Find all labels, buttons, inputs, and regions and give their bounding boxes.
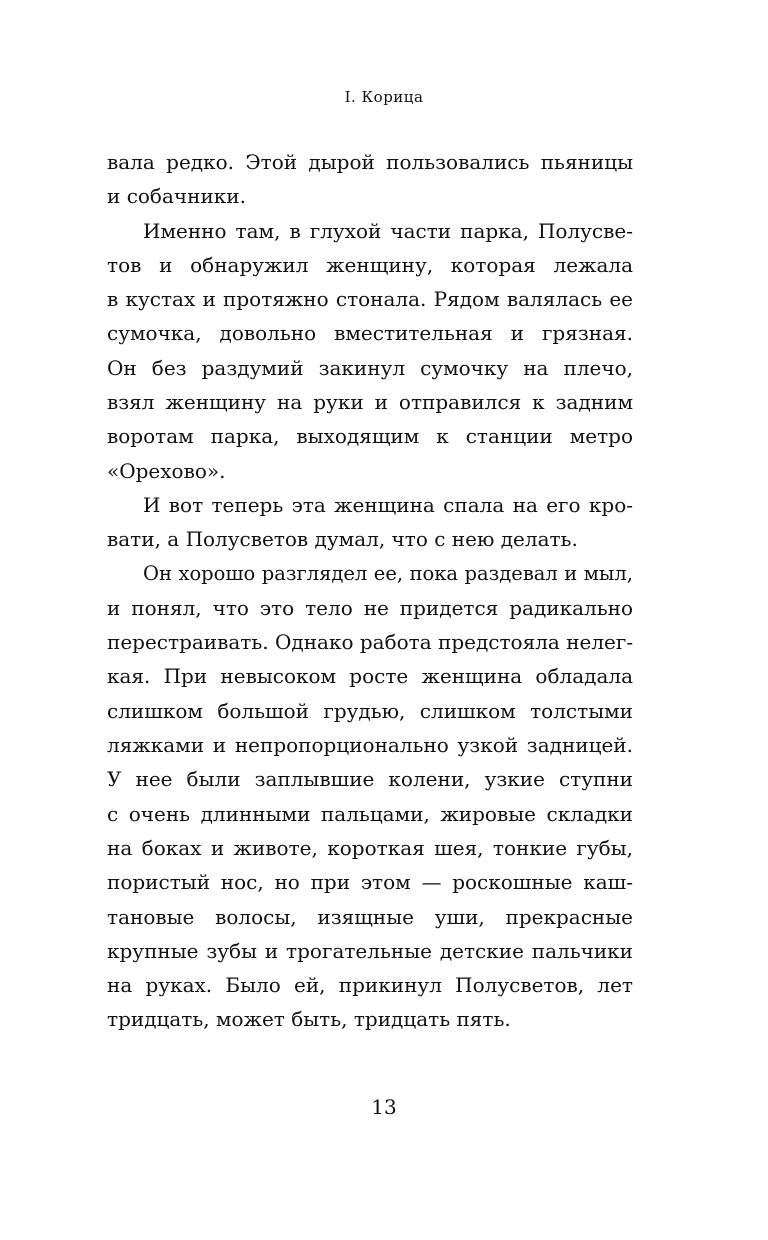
text-line: с очень длинными пальцами, жировые складки	[107, 801, 633, 826]
text-line: Он без раздумий закинул сумочку на плечо,	[107, 355, 633, 380]
text-line: и понял, что это тело не придется радикально	[107, 595, 633, 620]
text-line: тридцать, может быть, тридцать пять.	[107, 1007, 511, 1032]
text-line: на боках и животе, короткая шея, тонкие губы,	[107, 835, 633, 860]
text-line: тановые волосы, изящные уши, прекрасные	[107, 904, 633, 929]
text-line: сумочка, довольно вместительная и грязная.	[107, 321, 633, 346]
text-line: И вот теперь эта женщина спала на его кро-	[143, 492, 633, 517]
text-line: У нее были заплывшие колени, узкие ступни	[107, 767, 633, 792]
text-line: вати, а Полусветов думал, что с нею делать.	[107, 527, 578, 552]
page-number: 13	[371, 1095, 397, 1119]
text-line: слишком большой грудью, слишком толстыми	[107, 698, 633, 723]
text-line: взял женщину на руки и отправился к задним	[107, 390, 633, 415]
text-line: в кустах и протяжно стонала. Рядом валялась ее	[107, 287, 633, 312]
text-line: Он хорошо разглядел ее, пока раздевал и мыл,	[143, 561, 633, 585]
text-line: Именно там, в глухой части парка, Полусве-	[143, 218, 633, 243]
text-line: пористый нос, но при этом — роскошные каш-	[107, 870, 633, 895]
text-line: перестраивать. Однако работа предстояла нелег-	[107, 630, 634, 655]
text-line: на руках. Было ей, прикинул Полусветов, лет	[107, 973, 633, 998]
text-line: кая. При невысоком росте женщина обладала	[107, 664, 633, 689]
text-line: ляжками и непропорционально узкой задницей.	[107, 733, 633, 758]
body-text	[107, 145, 633, 1037]
text-line: воротам парка, выходящим к станции метро	[107, 424, 633, 449]
text-line: вала редко. Этой дырой пользовались пьяницы	[107, 150, 633, 174]
text-line: тов и обнаружил женщину, которая лежала	[107, 252, 633, 277]
running-head: I. Корица	[344, 88, 424, 106]
text-line: и собачники.	[107, 184, 246, 209]
text-line: крупные зубы и трогательные детские пальчики	[107, 938, 633, 963]
text-line: «Орехово».	[107, 458, 226, 483]
